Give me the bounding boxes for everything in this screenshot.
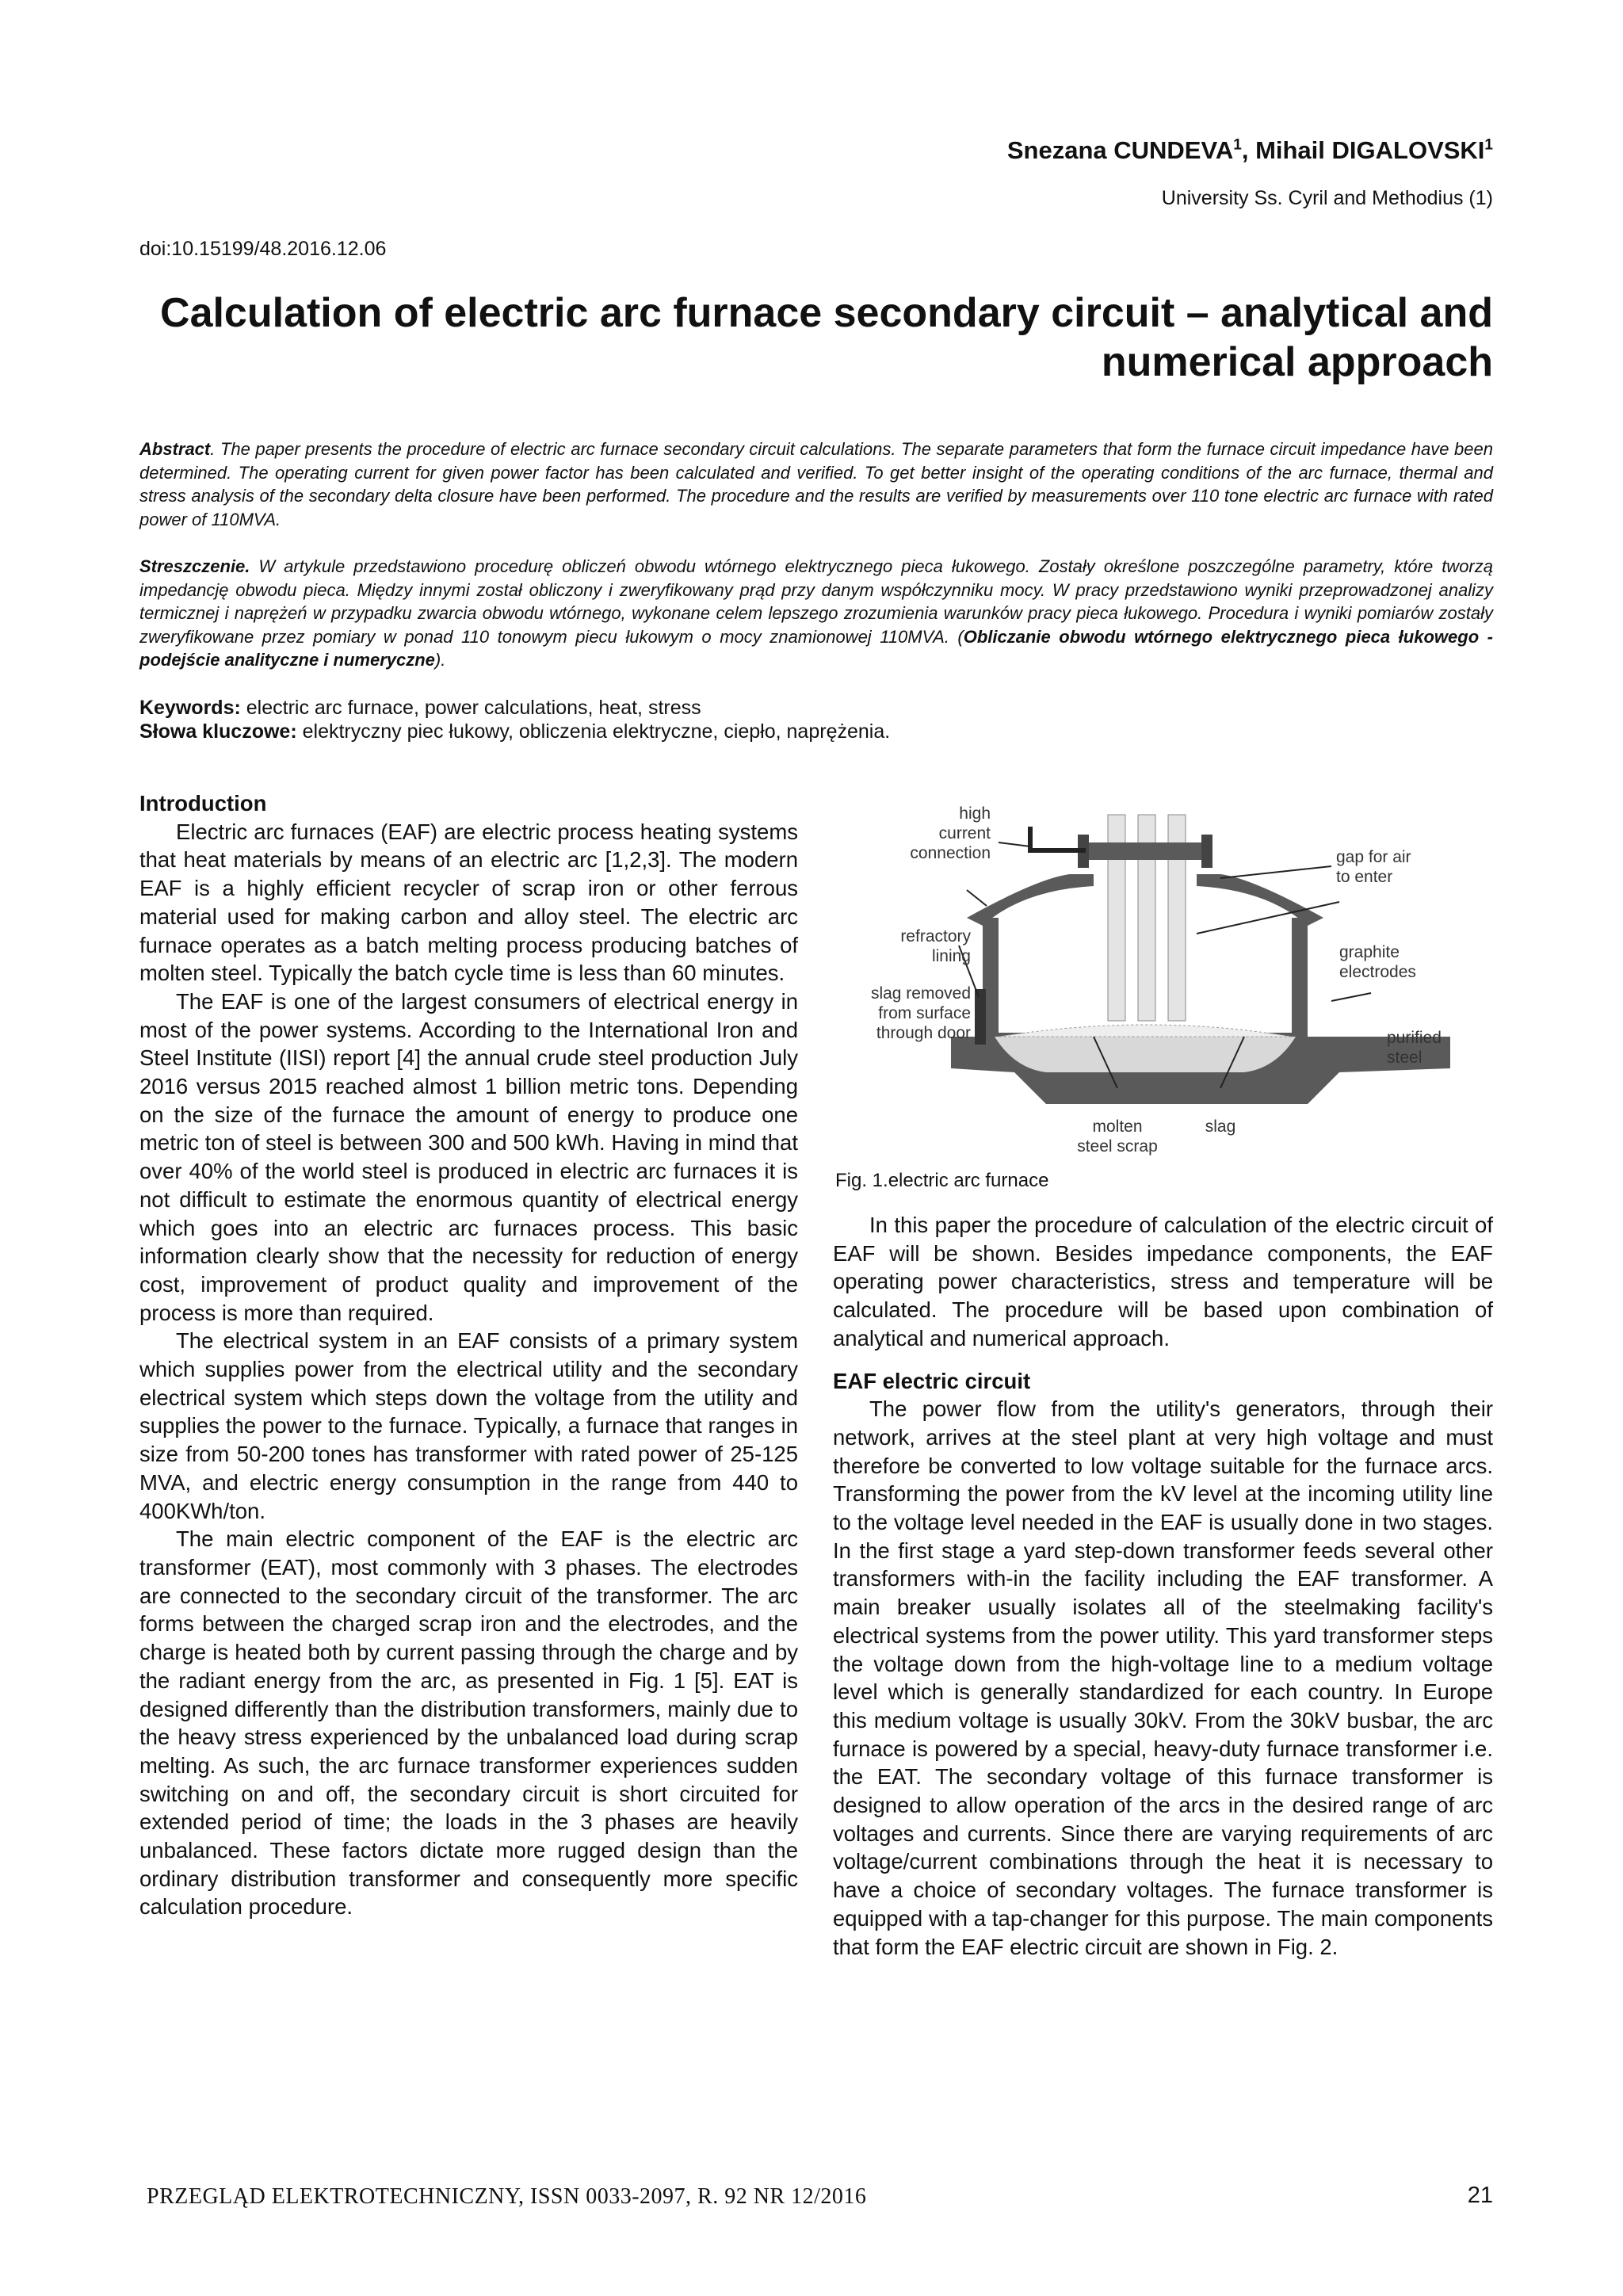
roof-right <box>1197 874 1323 926</box>
section-heading-eaf-circuit: EAF electric circuit <box>833 1368 1031 1393</box>
author-affil-mark: 1 <box>1484 136 1493 154</box>
polish-title: Obliczanie obwodu wtórnego elektrycznego pieca łukowego - podejście analityczne i numeryczne <box>139 626 1493 670</box>
label-slag-removed: from surface <box>878 1004 971 1022</box>
label-molten: molten <box>1092 1117 1143 1136</box>
clamp-end <box>1201 835 1212 868</box>
keywords-en <box>139 696 890 720</box>
keywords <box>139 696 890 743</box>
author-name: Mihail DIGALOVSKI <box>1255 136 1485 164</box>
label-slag-removed: through door <box>876 1024 971 1042</box>
streszczenie-text: W artykule przedstawiono procedurę obliczeń obwodu wtórnego elektrycznego pieca łukowego. Zostały określone poszczególne parametry, które tworzą impedancję obwodu pieca. Między innymi został obliczony i zweryfikowany prąd przy danym współczynniku mocy. W pracy przedstawiono wyniki przeprowadzonej analizy termicznej i naprężeń w przypadku zwarcia obwodu wtórnego, wykonane celem lepszego zrozumienia warunków pracy pieca łukowego. Procedura i wyniki pomiarów zostały zweryfikowane przez pomiary w ponad 110 tonowym piecu łukowym o mocy znamionowej 110MVA. ( <box>139 556 1493 647</box>
roof-left <box>967 874 1094 926</box>
molten-steel <box>995 1037 1296 1072</box>
author-name: Snezana CUNDEVA <box>1006 136 1234 164</box>
label-gap: gap for air <box>1336 848 1411 866</box>
abstract-text: . The paper presents the procedure of electric arc furnace secondary circuit calculations. The separate parameters that form the furnace circuit impedance have been determined. The operating current for given power factor has been calculated and verified. To get better insight of the operating conditions of the arc furnace, thermal and stress analysis of the secondary delta closure have been performed. The procedure and the results are verified by measurements over 110 tone electric arc furnace with rated power of 110MVA. <box>139 439 1493 529</box>
streszczenie-tail: ). <box>434 650 446 670</box>
streszczenie-label: Streszczenie. <box>139 556 250 576</box>
page-number: 21 <box>1467 2183 1493 2208</box>
keywords-pl-text: elektryczny piec łukowy, obliczenia elektryczne, ciepło, naprężenia. <box>296 720 891 743</box>
figure-eaf-diagram <box>832 799 1506 1171</box>
streszczenie <box>139 555 1493 672</box>
slag-door <box>975 989 986 1045</box>
label-refractory: lining <box>931 947 971 965</box>
label-high-current: high <box>959 804 991 823</box>
label-high-current: connection <box>910 844 991 862</box>
paragraph: In this paper the procedure of calculation of the electric circuit of EAF will be shown. Besides impedance components, the EAF operating power characteristics, stress and temperature will be calculated. The procedure will be based upon combination of analytical and numerical approach. <box>833 1213 1493 1350</box>
paragraph: The main electric component of the EAF is the electric arc transformer (EAT), most commonly with 3 phases. The electrodes are connected to the secondary circuit of the transformer. The arc forms between the charged scrap iron and the electrodes, and the charge is heated both by current passing through the charge and by the radiant energy from the arc, as presented in Fig. 1 [5]. EAT is designed differently than the distribution transformers, mainly due to the heavy stress experienced by the unbalanced load during scrap melting. As such, the arc furnace transformer experiences sudden switching on and off, the secondary circuit is short circuited for extended period of time; the loads in the 3 phases are heavily unbalanced. These factors dictate more rugged design than the ordinary distribution transformer and consequently more specific calculation procedure. <box>139 1526 798 1920</box>
eaf-diagram-svg <box>832 799 1506 1171</box>
figure-caption: Fig. 1.electric arc furnace <box>835 1170 1049 1191</box>
abstract <box>139 437 1493 531</box>
keywords-text: electric arc furnace, power calculations, heat, stress <box>240 697 701 719</box>
affiliation: University Ss. Cyril and Methodius (1) <box>1161 187 1493 209</box>
author-affil-mark: 1 <box>1233 136 1242 154</box>
paragraph: The EAF is one of the largest consumers of electrical energy in most of the power systems. According to the International Iron and Steel Institute (IISI) report [4] the annual crude steel production July 2016 versus 2015 reached almost 1 billion metric tons. Depending on the size of the furnace the amount of energy to produce one metric ton of steel is between 300 and 500 kWh. Having in mind that over 40% of the world steel is produced in electric arc furnaces it is not difficult to estimate the enormous quantity of electrical energy which goes into an electric arc furnaces process. This basic information clearly show that the necessity for reduction of energy cost, improvement of product quality and improvement of the process is more than required. <box>139 988 798 1325</box>
right-column <box>833 1211 1493 1961</box>
current-connection <box>1030 827 1086 850</box>
label-refractory: refractory <box>900 927 971 946</box>
label-gap: to enter <box>1336 868 1393 886</box>
section-heading-introduction: Introduction <box>139 791 267 816</box>
paragraph: The electrical system in an EAF consists of a primary system which supplies power from the electrical utility and the secondary electrical system which steps down the voltage from the utility and supplies the power to the furnace. Typically, a furnace that ranges in size from 50-200 tones has transformer with rated power of 25-125 MVA, and electric energy consumption in the range from 440 to 400KWh/ton. <box>139 1328 798 1523</box>
label-graphite: graphite <box>1339 943 1400 961</box>
label-purified: purified <box>1387 1029 1442 1047</box>
left-column <box>139 789 798 1921</box>
abstract-label: Abstract <box>139 439 211 459</box>
label-molten: steel scrap <box>1077 1137 1158 1156</box>
label-slag: slag <box>1205 1117 1236 1136</box>
paragraph: The power flow from the utility's generators, through their network, arrives at the steel plant at very high voltage and must therefore be converted to low voltage suitable for the furnace arcs. Transforming the power from the kV level at the incoming utility line to the voltage level needed in the EAF is usually done in two stages. In the first stage a yard step-down transformer feeds several other transformers with-in the facility including the EAF transformer. A main breaker usually isolates all of the steelmaking facility's electrical systems from the power utility. This yard transformer steps the voltage down from the high-voltage line to a medium voltage level which is generally standardized for each country. In Europe this medium voltage is usually 30kV. From the 30kV busbar, the arc furnace is powered by a special, heavy-duty furnace transformer i.e. the EAT. The secondary voltage of this furnace transformer is designed to allow operation of the arcs in the desired range of arc voltages and currents. Since there are varying requirements of arc voltage/current combinations through the heat it is necessary to have a choice of secondary voltages. The furnace transformer is equipped with a tap-changer for this purpose. The main components that form the EAF electric circuit are shown in Fig. 2. <box>833 1396 1493 1959</box>
keywords-pl-label: Słowa kluczowe: <box>139 720 297 743</box>
paper-title: Calculation of electric arc furnace secondary circuit – analytical and numerical approach <box>160 290 1493 385</box>
doi: doi:10.15199/48.2016.12.06 <box>139 238 387 260</box>
electrode-clamp <box>1086 842 1205 860</box>
label-high-current: current <box>938 824 991 842</box>
label-purified: steel <box>1387 1049 1423 1067</box>
paragraph: Electric arc furnaces (EAF) are electric process heating systems that heat materials by means of an electric arc [1,2,3]. The modern EAF is a highly efficient recycler of scrap iron or other ferrous material used for making carbon and alloy steel. The electric arc furnace operates as a batch melting process producing batches of molten steel. Typically the batch cycle time is less than 60 minutes. <box>139 819 798 986</box>
slag-layer <box>999 1025 1292 1037</box>
keywords-label: Keywords: <box>139 697 241 719</box>
label-graphite: electrodes <box>1339 963 1416 981</box>
label-slag-removed: slag removed <box>870 984 971 1003</box>
keywords-pl <box>139 720 890 743</box>
footer-journal: PRZEGLĄD ELEKTROTECHNICZNY, ISSN 0033-2097, R. 92 NR 12/2016 <box>147 2184 867 2209</box>
authors: Snezana CUNDEVA$^1$, Mihail DIGALOVSKI$^1$ <box>1006 136 1493 164</box>
right-wall <box>1292 918 1308 1037</box>
